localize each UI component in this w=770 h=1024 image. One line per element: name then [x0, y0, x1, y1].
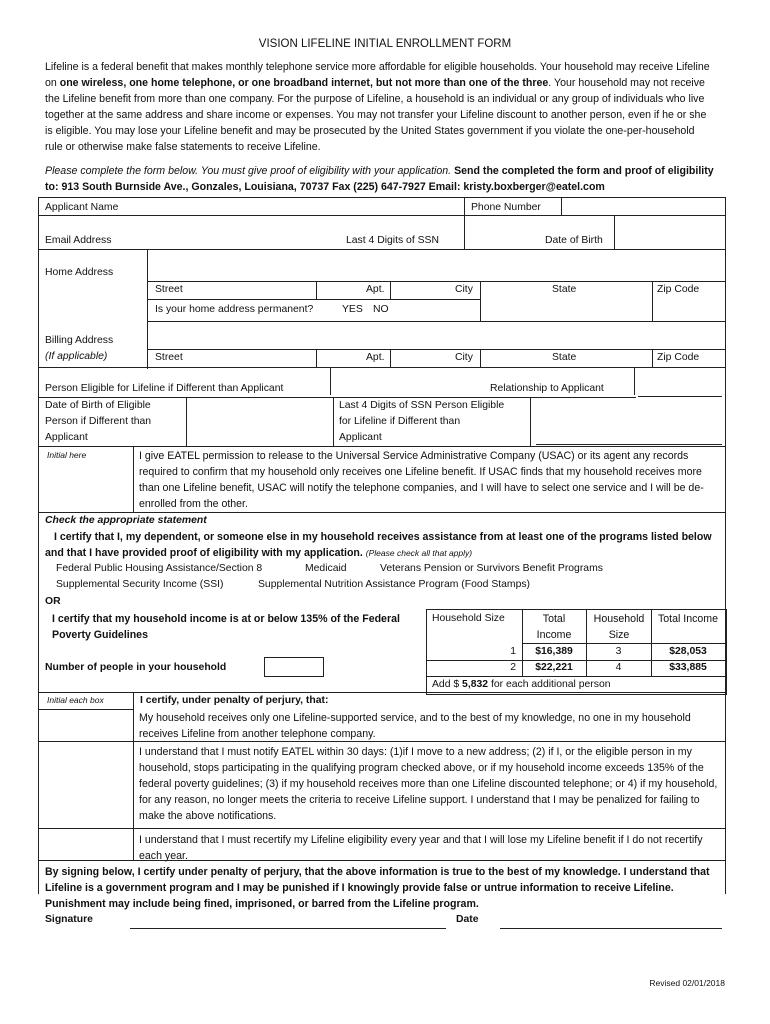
income-header-size-2: Household Size — [593, 613, 645, 641]
intro-paragraph — [45, 59, 715, 155]
penalty-text-3: I understand that I must recertify my Lifeline eligibility every year and that I will lose my Lifeline benefit if I do not recertify each year. — [139, 834, 703, 862]
consent-text: I give EATEL permission to release to the Universal Service Administrative Company (USAC) or its agent any records required to confirm that my household only receives one Lifeline benefit. If USAC finds that my household receives more than one Lifeline benefit, USAC will notify the telephone companies, and I will have to select one service and I will be de-enrolled from the other. — [139, 450, 704, 510]
billing-city-label: City — [455, 352, 473, 363]
date-input[interactable] — [500, 910, 722, 928]
person-eligible-input[interactable] — [333, 370, 483, 392]
page-title: VISION LIFELINE INITIAL ENROLLMENT FORM — [258, 38, 512, 50]
ssn-eligible-label-1: Last 4 Digits of SSN Person Eligible — [339, 400, 505, 411]
signing-statement: By signing below, I certify under penalty of perjury, that the above information is true to the best of my knowledge. I understand that Lifeline is a government program and I may be punished if I knowingly provide false or untrue information to receive Lifeline. Punishment may include being fined, imprisoned, or barred from the Lifeline program. — [45, 866, 710, 910]
initial-each-box-label: Initial each box — [47, 695, 104, 705]
home-street-label: Street — [155, 284, 183, 295]
form-right-border — [725, 197, 726, 894]
program-section8[interactable]: Federal Public Housing Assistance/Section 8 — [56, 563, 263, 574]
program-veterans[interactable]: Veterans Pension or Survivors Benefit Programs — [380, 563, 603, 574]
dob-eligible-label-2: Person if Different than — [45, 416, 152, 427]
initial-here-label: Initial here — [47, 450, 87, 460]
or-label: OR — [45, 596, 61, 607]
relationship-input[interactable] — [638, 370, 722, 394]
income-header-income-1: Total Income — [536, 613, 572, 641]
programs-heading: Check the appropriate statement — [45, 515, 207, 526]
phone-number-label: Phone Number — [471, 202, 541, 213]
signature-input[interactable] — [130, 910, 446, 928]
dob-eligible-input[interactable] — [189, 400, 329, 443]
form-left-border — [38, 197, 39, 894]
income-add-note — [432, 677, 611, 693]
income-add-suffix: for each additional person — [488, 679, 611, 690]
intro-text-bold: one wireless, one home telephone, or one broadband internet, but not more than one of the three — [59, 77, 549, 89]
initial-box-3[interactable] — [40, 830, 130, 858]
last4-ssn-label: Last 4 Digits of SSN — [346, 235, 439, 246]
initial-here-box[interactable] — [40, 460, 130, 510]
income-row-value: $33,885 — [669, 662, 707, 673]
last4-ssn-input[interactable] — [467, 220, 537, 246]
signature-line — [130, 928, 446, 929]
date-line — [500, 928, 722, 929]
penalty-text-2: I understand that I must notify EATEL within 30 days: (1)if I move to a new address; (2) if I, or the eligible person in my household, stops participating in the qualifying program checked above, or if my household income exceeds 135% of the federal poverty guidelines; (3) if my household receives more than one Lifeline discounted telephone; or 4) if my household, for any reason, no longer meets the criteria to receive Lifeline support. I understand that I may be penalized for failing to make the above notifications. — [139, 746, 718, 822]
ssn-eligible-label-2: for Lifeline if Different than — [339, 416, 461, 427]
home-zip-input[interactable] — [655, 300, 722, 320]
email-address-input[interactable] — [130, 220, 335, 246]
dob-eligible-label-3: Applicant — [45, 432, 88, 443]
intro-text-1: Lifeline is a federal benefit that makes monthly telephone service more affordable for eligible households. Your household may receive Lifeline on — [45, 61, 710, 89]
income-certify: I certify that my household income is at or below 135% of the Federal Poverty Guidelines — [52, 613, 400, 641]
instructions-italic: Please complete the form below. You must give proof of eligibility with your application. — [45, 165, 452, 177]
billing-zip-label: Zip Code — [657, 352, 700, 363]
initial-box-1[interactable] — [40, 711, 130, 739]
home-address-input[interactable] — [150, 253, 722, 279]
applicant-name-input[interactable] — [140, 199, 460, 213]
income-row-size: 4 — [615, 662, 622, 673]
ssn-eligible-input[interactable] — [533, 400, 722, 443]
programs-certify-text: I certify that I, my dependent, or someone else in my household receives assistance from at least one of the programs listed below and that I have provided proof of eligibility with my application. — [45, 531, 712, 559]
income-row-value: $22,221 — [535, 662, 573, 673]
income-add-prefix: Add $ — [432, 679, 463, 690]
programs-check-all: (Please check all that apply) — [365, 548, 473, 558]
home-zip-label: Zip Code — [657, 284, 700, 295]
intro-text-2: . Your household may not receive the Lifeline benefit from more than one company. For the purpose of Lifeline, a household is an individual or any group of individuals who live together at the same address and share income or expenses. You may not transfer your Lifeline discount to another person, even if he or she is eligible. You may lose your Lifeline benefit and may be prosecuted by the United States government if you violate the one-per-household rule or otherwise make false statements to receive Lifeline. — [45, 77, 707, 153]
program-medicaid[interactable]: Medicaid — [305, 563, 347, 574]
instructions-bold: Send the completed the form and proof of eligibility to: 913 South Burnside Ave., Gonzales, Louisiana, 70737 Fax (225) 647-7927 Email: kristy.boxberger@eatel.com — [45, 165, 714, 193]
income-row-size: 1 — [510, 646, 516, 657]
date-of-birth-label: Date of Birth — [545, 235, 603, 246]
instructions — [45, 163, 725, 195]
billing-address-input[interactable] — [150, 324, 722, 348]
home-address-label: Home Address — [45, 267, 114, 278]
signature-label: Signature — [45, 914, 93, 925]
income-row-size: 2 — [510, 662, 516, 673]
phone-number-input[interactable] — [564, 199, 722, 213]
home-state-input[interactable] — [483, 300, 650, 320]
revised-date: Revised 02/01/2018 — [649, 978, 725, 988]
income-row-value: $28,053 — [669, 646, 707, 657]
penalty-text-1: My household receives only one Lifeline-supported service, and to the best of my knowledge, no one in my household receives Lifeline from another telephone company. — [139, 712, 691, 740]
income-row-size: 3 — [615, 646, 622, 657]
relationship-label: Relationship to Applicant — [490, 383, 604, 394]
program-snap[interactable]: Supplemental Nutrition Assistance Program (Food Stamps) — [258, 579, 531, 590]
billing-if-applicable: (If applicable) — [45, 351, 108, 362]
billing-street-label: Street — [155, 352, 183, 363]
home-apt-label: Apt. — [366, 284, 385, 295]
initial-box-2[interactable] — [40, 743, 130, 825]
income-add-amount: 5,832 — [462, 679, 489, 690]
billing-state-label: State — [552, 352, 577, 363]
income-header-income-2: Total Income — [657, 613, 719, 625]
billing-address-label: Billing Address — [45, 335, 114, 346]
permanent-no-option[interactable]: NO — [373, 304, 389, 315]
num-people-input[interactable] — [264, 657, 324, 677]
date-of-birth-input[interactable] — [617, 220, 722, 246]
permanent-question: Is your home address permanent? — [155, 304, 314, 315]
email-address-label: Email Address — [45, 235, 112, 246]
date-label: Date — [456, 914, 479, 925]
income-row-value: $16,389 — [535, 646, 573, 657]
penalty-heading: I certify, under penalty of perjury, that: — [140, 695, 329, 706]
permanent-yes-option[interactable]: YES — [342, 304, 363, 315]
applicant-name-label: Applicant Name — [45, 202, 119, 213]
ssn-eligible-label-3: Applicant — [339, 432, 382, 443]
num-people-label: Number of people in your household — [45, 662, 227, 673]
income-header-size-1: Household Size — [432, 613, 505, 624]
person-eligible-label: Person Eligible for Lifeline if Different than Applicant — [45, 383, 284, 394]
billing-apt-label: Apt. — [366, 352, 385, 363]
home-city-label: City — [455, 284, 473, 295]
programs-certify — [45, 529, 715, 561]
dob-eligible-label-1: Date of Birth of Eligible — [45, 400, 151, 411]
program-ssi[interactable]: Supplemental Security Income (SSI) — [56, 579, 224, 590]
home-state-label: State — [552, 284, 577, 295]
